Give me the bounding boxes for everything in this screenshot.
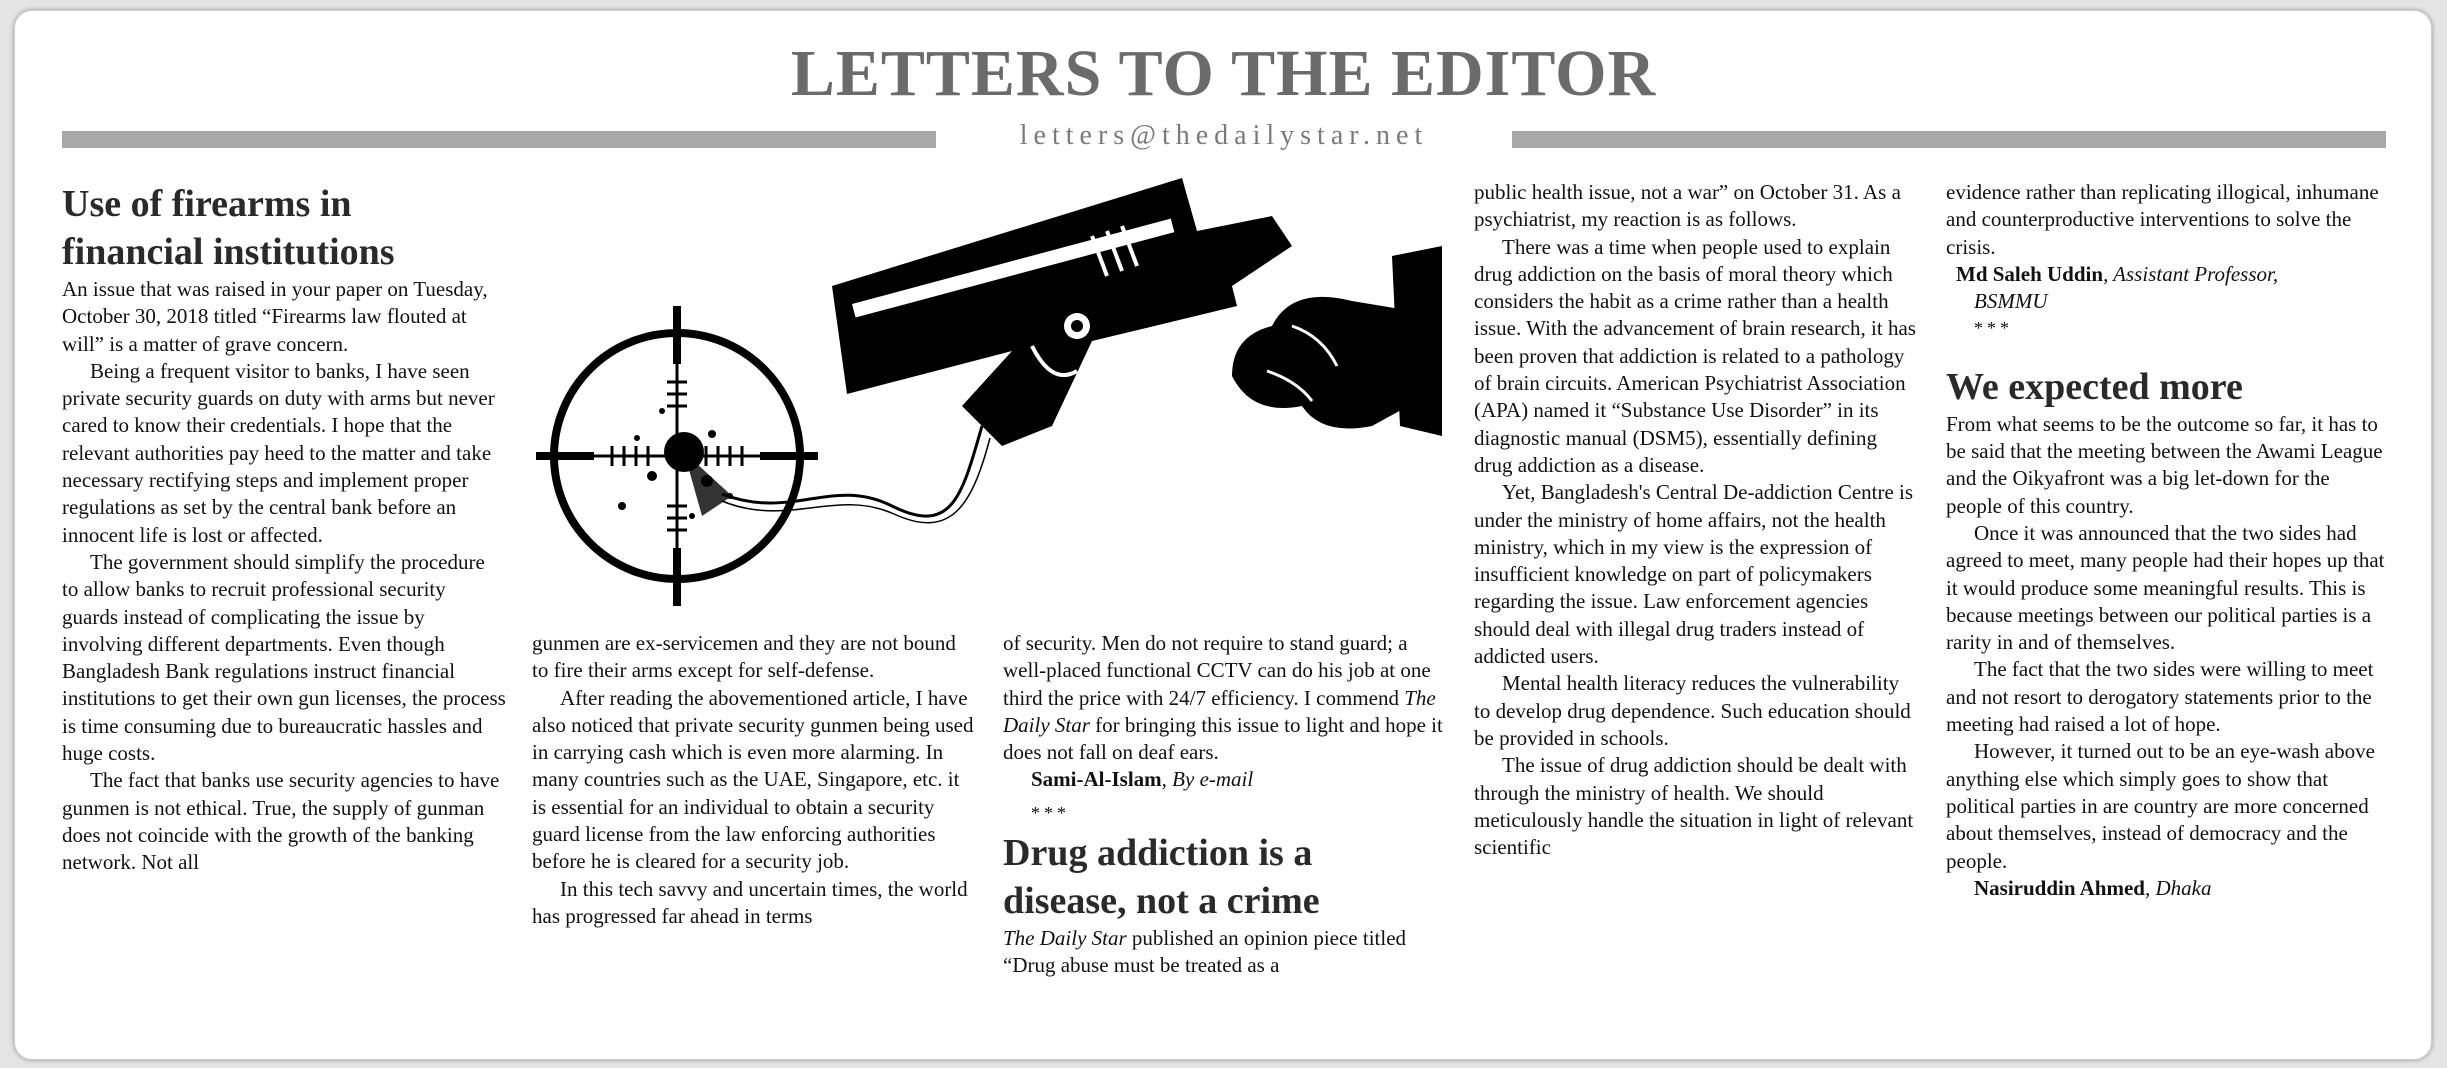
pistol-icon [832,178,1292,446]
letter1-paragraph: The government should simplify the procedure to allow banks to recruit professional security guards instead of complicating the issue by involving different departments. Even though Bangladesh Bank regulations instruct financial institutions to get their own gun licenses, the process is time consuming due to bureaucratic hassles and huge costs. [62,549,506,766]
letter1-paragraph: The fact that banks use security agencies to have gunmen is not ethical. True, the supply of gunman does not coincide with the growth of the banking network. Not all [62,768,500,875]
letter2-paragraph: Mental health literacy reduces the vulnerability to develop drug dependence. Such education should be provided in schools. [1474,671,1911,750]
letter1-headline: Use of firearms in financial institutions [62,183,395,273]
letter3-signature: Nasiruddin Ahmed, Dhaka [1974,875,2212,900]
letter2-paragraph: evidence rather than replicating illogical, inhumane and counterproductive interventions to solve the crisis. [1946,180,2379,259]
section-title: LETTERS TO THE EDITOR [790,37,1657,110]
separator-stars: *** [1974,318,2013,339]
contact-email: letters@thedailystar.net [1019,120,1429,151]
letter1-column3 [1003,630,1447,980]
letter1-paragraph: Being a frequent visitor to banks, I have seen private security guards on duty with arms but never cared to know their credentials. I hope that the relevant authorities pay heed to the matter and take necessary rectifying steps and implement proper regulations as set by the central bank before an innocent life is lost or affected. [62,358,495,547]
letter2-signature: Md Saleh Uddin, Assistant Professor, [1956,261,2279,286]
masthead-rule-left [62,131,936,148]
letter1-paragraph: In this tech savvy and uncertain times, the world has progressed far ahead in terms [532,876,968,928]
hand-icon [1232,246,1442,436]
letter1-column1 [62,180,506,877]
crosshair-icon [536,306,818,606]
letter2-affiliation: BSMMU [1974,289,2048,314]
letter3-paragraph: Once it was announced that the two sides had agreed to meet, many people had their hopes up that it would produce some meaningful results. This is because meetings between our political parties is a rarity in and of themselves. [1946,520,2385,655]
letter1-paragraph: of security. Men do not require to stand guard; a well-placed functional CCTV can do his job at one third the price with 24/7 efficiency. I commend The Daily Star for bringing this issue to light and hope it does not fall on deaf ears. [1003,631,1443,765]
letter1-paragraph: An issue that was raised in your paper on Tuesday, October 30, 2018 titled “Firearms law flouted at will” is a matter of grave concern. [62,277,488,356]
letter1-signature: Sami-Al-Islam, By e-mail [1031,767,1254,792]
gun-target-illustration [532,176,1442,608]
letter2-paragraph: There was a time when people used to explain drug addiction on the basis of moral theory which considers the habit as a crime rather than a health issue. With the advancement of brain research, it has been proven that addiction is related to a pathology of brain circuits. American Psychiatrist Association (APA) named it “Substance Use Disorder” in its diagnostic manual (DSM5), essentially defining drug addiction as a disease. [1474,234,1916,477]
column5 [1946,179,2386,902]
masthead-rule-right [1512,131,2386,148]
letter1-paragraph: After reading the abovementioned article, I have also noticed that private security gunmen being used in carrying cash which is even more alarming. In many countries such as the UAE, Singapore, etc. it is essential for an individual to obtain a security guard license from the law enforcing authorities before he is cleared for a security job. [532,685,974,874]
letter3-paragraph: From what seems to be the outcome so far, it has to be said that the meeting between the Awami League and the Oikyafront was a big let-down for the people of this country. [1946,411,2383,518]
letter2-paragraph: The issue of drug addiction should be dealt with through the ministry of health. We should meticulously handle the situation in light of relevant scientific [1474,753,1914,860]
letter2-paragraph: Yet, Bangladesh's Central De-addiction Centre is under the ministry of home affairs, not the health ministry, which in my view is the expression of insufficient knowledge on part of policymakers regarding the issue. Law enforcement agencies should deal with illegal drug traders instead of addicted users. [1474,480,1914,669]
letter1-paragraph: gunmen are ex-servicemen and they are not bound to fire their arms except for self-defense. [532,631,956,683]
letter3-paragraph: The fact that the two sides were willing to meet and not resort to derogatory statements prior to the meeting had raised a lot of hope. [1946,657,2374,737]
letter2-paragraph: public health issue, not a war” on October 31. As a psychiatrist, my reaction is as follows. [1474,180,1901,232]
separator-stars: *** [1031,802,1070,823]
letter2-column4 [1474,179,1918,861]
letter2-paragraph: The Daily Star published an opinion piece titled “Drug abuse must be treated as a [1003,926,1407,978]
letter1-column2 [532,630,976,930]
letter2-headline: Drug addiction is a disease, not a crime [1003,832,1320,923]
letter3-paragraph: However, it turned out to be an eye-wash above anything else which simply goes to show that political parties in are country are more concerned about themselves, instead of democracy and the people. [1946,739,2375,873]
letter3-headline: We expected more [1946,365,2243,408]
